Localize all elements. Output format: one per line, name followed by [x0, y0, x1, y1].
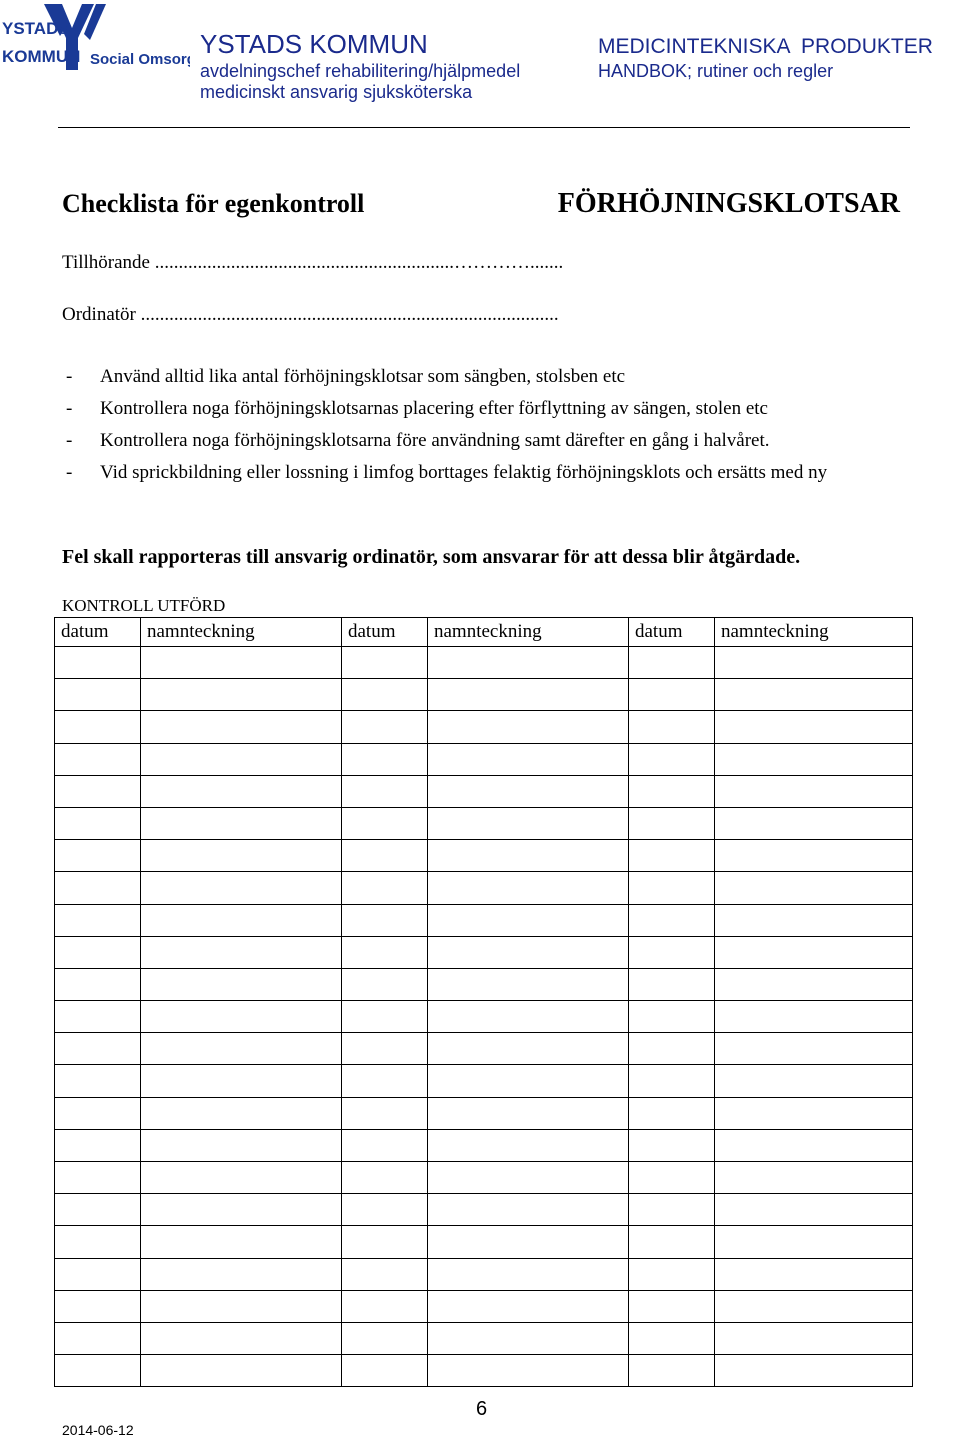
- namnteckning-cell[interactable]: [715, 936, 913, 968]
- log-header-row: [55, 618, 913, 647]
- namnteckning-cell[interactable]: [715, 1001, 913, 1033]
- datum-cell[interactable]: [55, 775, 141, 807]
- instruction-text: Kontrollera noga förhöjningsklotsarna före användning samt därefter en gång i halvåret.: [100, 430, 770, 451]
- datum-cell[interactable]: [55, 1033, 141, 1065]
- namnteckning-cell[interactable]: [428, 1001, 629, 1033]
- datum-cell[interactable]: [342, 1033, 428, 1065]
- namnteckning-cell[interactable]: [141, 840, 342, 872]
- namnteckning-cell[interactable]: [715, 840, 913, 872]
- datum-cell[interactable]: [342, 775, 428, 807]
- namnteckning-cell[interactable]: [141, 968, 342, 1000]
- datum-cell[interactable]: [629, 711, 715, 743]
- datum-cell[interactable]: [342, 679, 428, 711]
- namnteckning-cell[interactable]: [428, 1226, 629, 1258]
- namnteckning-cell[interactable]: [141, 711, 342, 743]
- table-row: [55, 679, 913, 711]
- datum-cell[interactable]: [55, 711, 141, 743]
- namnteckning-cell[interactable]: [715, 1258, 913, 1290]
- datum-cell[interactable]: [629, 840, 715, 872]
- datum-cell[interactable]: [55, 1097, 141, 1129]
- datum-cell[interactable]: [55, 1355, 141, 1387]
- table-row: [55, 1226, 913, 1258]
- datum-cell[interactable]: [629, 775, 715, 807]
- namnteckning-cell[interactable]: [428, 1065, 629, 1097]
- instruction-item: [62, 428, 922, 454]
- control-log-table: [54, 617, 913, 1387]
- namnteckning-cell[interactable]: [141, 1097, 342, 1129]
- log-heading: KONTROLL UTFÖRD: [62, 596, 226, 615]
- bullet-dash: -: [66, 366, 73, 387]
- datum-cell[interactable]: [629, 1355, 715, 1387]
- instruction-text: Vid sprickbildning eller lossning i limfog borttages felaktig förhöjningsklots och ersätts med ny: [100, 462, 828, 483]
- datum-cell[interactable]: [55, 1322, 141, 1354]
- table-row: [55, 807, 913, 839]
- logo-text-line2: KOMMUN: [2, 47, 81, 66]
- table-row: [55, 904, 913, 936]
- namnteckning-cell[interactable]: [715, 775, 913, 807]
- logo-text-line1: YSTADs: [2, 19, 68, 38]
- namnteckning-cell[interactable]: [141, 1258, 342, 1290]
- table-row: [55, 1258, 913, 1290]
- namnteckning-cell[interactable]: [141, 904, 342, 936]
- doc-subtitle: HANDBOK; rutiner och regler: [598, 61, 834, 81]
- datum-cell[interactable]: [55, 1162, 141, 1194]
- datum-cell[interactable]: [342, 1065, 428, 1097]
- namnteckning-cell[interactable]: [715, 1097, 913, 1129]
- namnteckning-cell[interactable]: [141, 1290, 342, 1322]
- error-reporting-note: Fel skall rapporteras till ansvarig ordinatör, som ansvarar för att dessa blir åtgärdade.: [62, 546, 801, 568]
- namnteckning-cell[interactable]: [428, 1355, 629, 1387]
- namnteckning-cell[interactable]: [715, 904, 913, 936]
- datum-cell[interactable]: [629, 872, 715, 904]
- datum-cell[interactable]: [629, 936, 715, 968]
- datum-cell[interactable]: [342, 1129, 428, 1161]
- instruction-item: [62, 396, 922, 422]
- logo-text-line3: Social Omsorg: [90, 51, 190, 68]
- datum-cell[interactable]: [55, 679, 141, 711]
- col-header-datum: datum: [55, 618, 141, 647]
- namnteckning-cell[interactable]: [715, 968, 913, 1000]
- instruction-item: [62, 364, 922, 390]
- namnteckning-cell[interactable]: [428, 807, 629, 839]
- datum-cell[interactable]: [342, 1226, 428, 1258]
- datum-cell[interactable]: [342, 1162, 428, 1194]
- namnteckning-cell[interactable]: [428, 904, 629, 936]
- table-row: [55, 1194, 913, 1226]
- org-name: YSTADS KOMMUN: [200, 29, 428, 59]
- namnteckning-cell[interactable]: [141, 1129, 342, 1161]
- datum-cell[interactable]: [629, 1065, 715, 1097]
- datum-cell[interactable]: [55, 1290, 141, 1322]
- table-row: [55, 743, 913, 775]
- datum-cell[interactable]: [342, 1322, 428, 1354]
- namnteckning-cell[interactable]: [428, 711, 629, 743]
- namnteckning-cell[interactable]: [428, 1097, 629, 1129]
- col-header-namnteckning: namnteckning: [428, 618, 629, 647]
- namnteckning-cell[interactable]: [428, 679, 629, 711]
- namnteckning-cell[interactable]: [428, 872, 629, 904]
- datum-cell[interactable]: [342, 711, 428, 743]
- namnteckning-cell[interactable]: [141, 872, 342, 904]
- namnteckning-cell[interactable]: [428, 936, 629, 968]
- namnteckning-cell[interactable]: [715, 1065, 913, 1097]
- table-row: [55, 711, 913, 743]
- org-department: avdelningschef rehabilitering/hjälpmedel: [200, 61, 521, 81]
- header-divider: [58, 127, 910, 128]
- datum-cell[interactable]: [55, 1065, 141, 1097]
- datum-cell[interactable]: [342, 936, 428, 968]
- namnteckning-cell[interactable]: [715, 679, 913, 711]
- namnteckning-cell[interactable]: [141, 1065, 342, 1097]
- datum-cell[interactable]: [342, 968, 428, 1000]
- namnteckning-cell[interactable]: [428, 1322, 629, 1354]
- namnteckning-cell[interactable]: [715, 1290, 913, 1322]
- datum-cell[interactable]: [342, 1355, 428, 1387]
- namnteckning-cell[interactable]: [141, 1162, 342, 1194]
- namnteckning-cell[interactable]: [141, 679, 342, 711]
- col-header-namnteckning: namnteckning: [715, 618, 913, 647]
- namnteckning-cell[interactable]: [141, 1033, 342, 1065]
- namnteckning-cell[interactable]: [141, 647, 342, 679]
- namnteckning-cell[interactable]: [428, 840, 629, 872]
- namnteckning-cell[interactable]: [428, 1033, 629, 1065]
- datum-cell[interactable]: [55, 840, 141, 872]
- namnteckning-cell[interactable]: [715, 1162, 913, 1194]
- datum-cell[interactable]: [55, 1129, 141, 1161]
- namnteckning-cell[interactable]: [141, 1194, 342, 1226]
- datum-cell[interactable]: [629, 1162, 715, 1194]
- namnteckning-cell[interactable]: [141, 775, 342, 807]
- ordinator-field: Ordinatör ........................................................................................: [62, 304, 559, 325]
- datum-cell[interactable]: [342, 872, 428, 904]
- datum-cell[interactable]: [55, 1258, 141, 1290]
- namnteckning-cell[interactable]: [141, 936, 342, 968]
- datum-cell[interactable]: [342, 1258, 428, 1290]
- instruction-text: Använd alltid lika antal förhöjningsklotsar som sängben, stolsben etc: [100, 366, 626, 387]
- document-date: 2014-06-12: [62, 1422, 134, 1438]
- namnteckning-cell[interactable]: [428, 1194, 629, 1226]
- namnteckning-cell[interactable]: [141, 1322, 342, 1354]
- namnteckning-cell[interactable]: [715, 647, 913, 679]
- datum-cell[interactable]: [629, 647, 715, 679]
- datum-cell[interactable]: [629, 807, 715, 839]
- datum-cell[interactable]: [629, 1194, 715, 1226]
- namnteckning-cell[interactable]: [715, 743, 913, 775]
- datum-cell[interactable]: [629, 1258, 715, 1290]
- datum-cell[interactable]: [629, 743, 715, 775]
- namnteckning-cell[interactable]: [141, 807, 342, 839]
- datum-cell[interactable]: [55, 968, 141, 1000]
- table-row: [55, 872, 913, 904]
- namnteckning-cell[interactable]: [141, 1355, 342, 1387]
- namnteckning-cell[interactable]: [715, 807, 913, 839]
- log-body: [55, 647, 913, 1387]
- namnteckning-cell[interactable]: [428, 1162, 629, 1194]
- table-row: [55, 840, 913, 872]
- datum-cell[interactable]: [55, 1001, 141, 1033]
- table-row: [55, 1129, 913, 1161]
- datum-cell[interactable]: [629, 1129, 715, 1161]
- instruction-item: [62, 460, 922, 486]
- namnteckning-cell[interactable]: [428, 647, 629, 679]
- datum-cell[interactable]: [629, 968, 715, 1000]
- instruction-text: Kontrollera noga förhöjningsklotsarnas placering efter förflyttning av sängen, stolen etc: [100, 398, 768, 419]
- bullet-dash: -: [66, 398, 73, 419]
- namnteckning-cell[interactable]: [715, 1194, 913, 1226]
- table-row: [55, 1097, 913, 1129]
- datum-cell[interactable]: [55, 1194, 141, 1226]
- datum-cell[interactable]: [629, 904, 715, 936]
- namnteckning-cell[interactable]: [428, 1129, 629, 1161]
- page-title: Checklista för egenkontroll: [62, 189, 365, 218]
- namnteckning-cell[interactable]: [428, 1258, 629, 1290]
- namnteckning-cell[interactable]: [715, 1033, 913, 1065]
- tillhorande-field: Tillhörande ...............................................................………….......: [62, 252, 564, 273]
- datum-cell[interactable]: [629, 679, 715, 711]
- namnteckning-cell[interactable]: [715, 1322, 913, 1354]
- doc-category: MEDICINTEKNISKA PRODUKTER: [598, 35, 933, 58]
- datum-cell[interactable]: [55, 743, 141, 775]
- namnteckning-cell[interactable]: [428, 1290, 629, 1322]
- table-row: [55, 775, 913, 807]
- namnteckning-cell[interactable]: [141, 1226, 342, 1258]
- namnteckning-cell[interactable]: [715, 1355, 913, 1387]
- datum-cell[interactable]: [55, 1226, 141, 1258]
- datum-cell[interactable]: [629, 1033, 715, 1065]
- table-row: [55, 1065, 913, 1097]
- ystad-kommun-logo: [0, 0, 190, 80]
- namnteckning-cell[interactable]: [141, 1001, 342, 1033]
- bullet-dash: -: [66, 462, 73, 483]
- datum-cell[interactable]: [55, 872, 141, 904]
- datum-cell[interactable]: [342, 904, 428, 936]
- table-row: [55, 647, 913, 679]
- col-header-datum: datum: [629, 618, 715, 647]
- namnteckning-cell[interactable]: [428, 775, 629, 807]
- datum-cell[interactable]: [55, 936, 141, 968]
- page-number: 6: [476, 1398, 488, 1420]
- table-row: [55, 1033, 913, 1065]
- col-header-namnteckning: namnteckning: [141, 618, 342, 647]
- datum-cell[interactable]: [629, 1001, 715, 1033]
- datum-cell[interactable]: [342, 1290, 428, 1322]
- datum-cell[interactable]: [342, 1194, 428, 1226]
- datum-cell[interactable]: [342, 1097, 428, 1129]
- datum-cell[interactable]: [342, 807, 428, 839]
- table-row: [55, 936, 913, 968]
- datum-cell[interactable]: [55, 904, 141, 936]
- table-row: [55, 1355, 913, 1387]
- datum-cell[interactable]: [55, 647, 141, 679]
- namnteckning-cell[interactable]: [141, 743, 342, 775]
- table-row: [55, 1162, 913, 1194]
- datum-cell[interactable]: [342, 647, 428, 679]
- col-header-datum: datum: [342, 618, 428, 647]
- bullet-dash: -: [66, 430, 73, 451]
- datum-cell[interactable]: [342, 840, 428, 872]
- datum-cell[interactable]: [342, 1001, 428, 1033]
- org-role: medicinskt ansvarig sjuksköterska: [200, 82, 473, 102]
- datum-cell[interactable]: [342, 743, 428, 775]
- table-row: [55, 1001, 913, 1033]
- table-row: [55, 968, 913, 1000]
- datum-cell[interactable]: [629, 1097, 715, 1129]
- namnteckning-cell[interactable]: [428, 968, 629, 1000]
- datum-cell[interactable]: [629, 1290, 715, 1322]
- namnteckning-cell[interactable]: [715, 1226, 913, 1258]
- product-title: FÖRHÖJNINGSKLOTSAR: [557, 188, 900, 219]
- table-row: [55, 1322, 913, 1354]
- table-row: [55, 1290, 913, 1322]
- datum-cell[interactable]: [55, 807, 141, 839]
- namnteckning-cell[interactable]: [715, 1129, 913, 1161]
- datum-cell[interactable]: [629, 1322, 715, 1354]
- namnteckning-cell[interactable]: [715, 711, 913, 743]
- datum-cell[interactable]: [629, 1226, 715, 1258]
- namnteckning-cell[interactable]: [715, 872, 913, 904]
- namnteckning-cell[interactable]: [428, 743, 629, 775]
- instruction-list: [62, 364, 922, 492]
